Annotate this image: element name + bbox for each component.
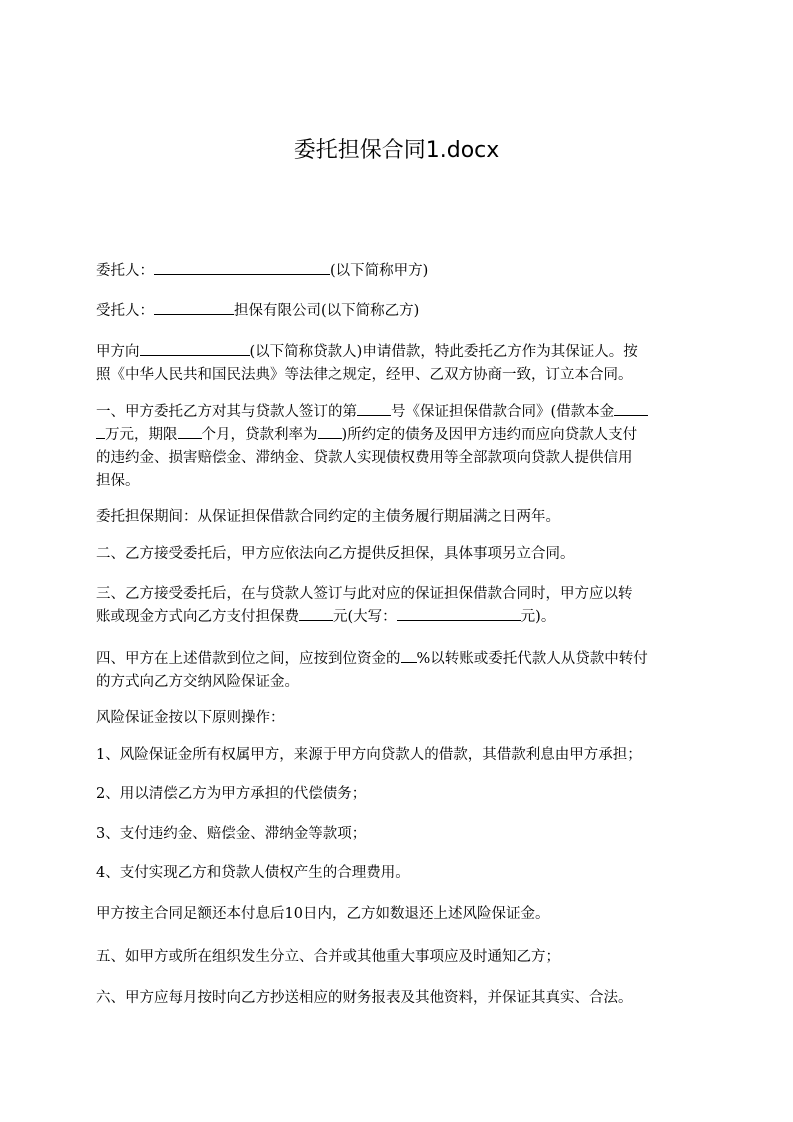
- trustee-label: 受托人：: [96, 303, 154, 319]
- trustee-line: [96, 300, 698, 323]
- clause-3: 三、乙方接受委托后，在与贷款人签订与此对应的保证担保借款合同时，甲方应以转 账或现金方式向乙方支付担保费 元(大写： 元)。: [96, 586, 633, 625]
- principal-blank-cont[interactable]: [96, 437, 105, 439]
- trustee-note: 担保有限公司(以下简称乙方): [234, 303, 420, 319]
- guarantee-fee-blank[interactable]: [299, 619, 333, 621]
- clause-2: 二、乙方接受委托后，甲方应依法向乙方提供反担保，具体事项另立合同。: [96, 546, 575, 562]
- clause-5: 五、如甲方或所在组织发生分立、合并或其他重大事项应及时通知乙方；: [96, 949, 560, 965]
- paragraph-intro: 甲方向 (以下简称贷款人)申请借款，特此委托乙方作为其保证人。按 照《中华人民共和国民法典》等法律之规定，经甲、乙双方协商一致，订立本合同。: [96, 344, 638, 383]
- risk-deposit-heading: 风险保证金按以下原则操作：: [96, 710, 285, 726]
- clause-4: 四、甲方在上述借款到位之间，应按到位资金的 %以转账或委托代款人从贷款中转付 的方式向乙方交纳风险保证金。: [96, 651, 648, 690]
- risk-item-4: 4、支付实现乙方和贷款人债权产生的合理费用。: [96, 865, 410, 881]
- risk-deposit-refund: 甲方按主合同足额还本付息后10日内，乙方如数退还上述风险保证金。: [96, 906, 550, 922]
- lender-blank[interactable]: [140, 354, 250, 356]
- contract-number-blank[interactable]: [357, 414, 391, 416]
- risk-item-1: 1、风险保证金所有权属甲方，来源于甲方向贷款人的借款，其借款利息由甲方承担；: [96, 747, 642, 763]
- client-name-blank[interactable]: [154, 273, 330, 275]
- percentage-blank[interactable]: [401, 661, 417, 663]
- client-note: (以下简称甲方): [330, 263, 429, 279]
- guarantee-period: 委托担保期间：从保证担保借款合同约定的主债务履行期届满之日两年。: [96, 509, 560, 525]
- client-line: [96, 260, 698, 283]
- risk-item-2: 2、用以清偿乙方为甲方承担的代偿债务；: [96, 786, 367, 802]
- clause-6: 六、甲方应每月按时向乙方抄送相应的财务报表及其他资料，并保证其真实、合法。: [96, 990, 633, 1006]
- client-label: 委托人：: [96, 263, 154, 279]
- interest-rate-blank[interactable]: [318, 437, 342, 439]
- trustee-name-blank[interactable]: [154, 313, 234, 315]
- fee-in-words-blank[interactable]: [397, 619, 521, 621]
- clause-1: 一、甲方委托乙方对其与贷款人签订的第 号《保证担保借款合同》(借款本金 万元，期限 个月，贷款利率为 )所约定的债务及因甲方违约而应向贷款人支付 的违约金、损害赔偿金、滞纳金、贷款人实现债权费用等全部款项向贷款人提供信用 担保。: [96, 401, 698, 493]
- principal-blank[interactable]: [614, 414, 648, 416]
- term-months-blank[interactable]: [178, 437, 202, 439]
- document-title: 委托担保合同1.docx: [293, 138, 500, 163]
- risk-item-3: 3、支付违约金、赔偿金、滞纳金等款项；: [96, 826, 367, 842]
